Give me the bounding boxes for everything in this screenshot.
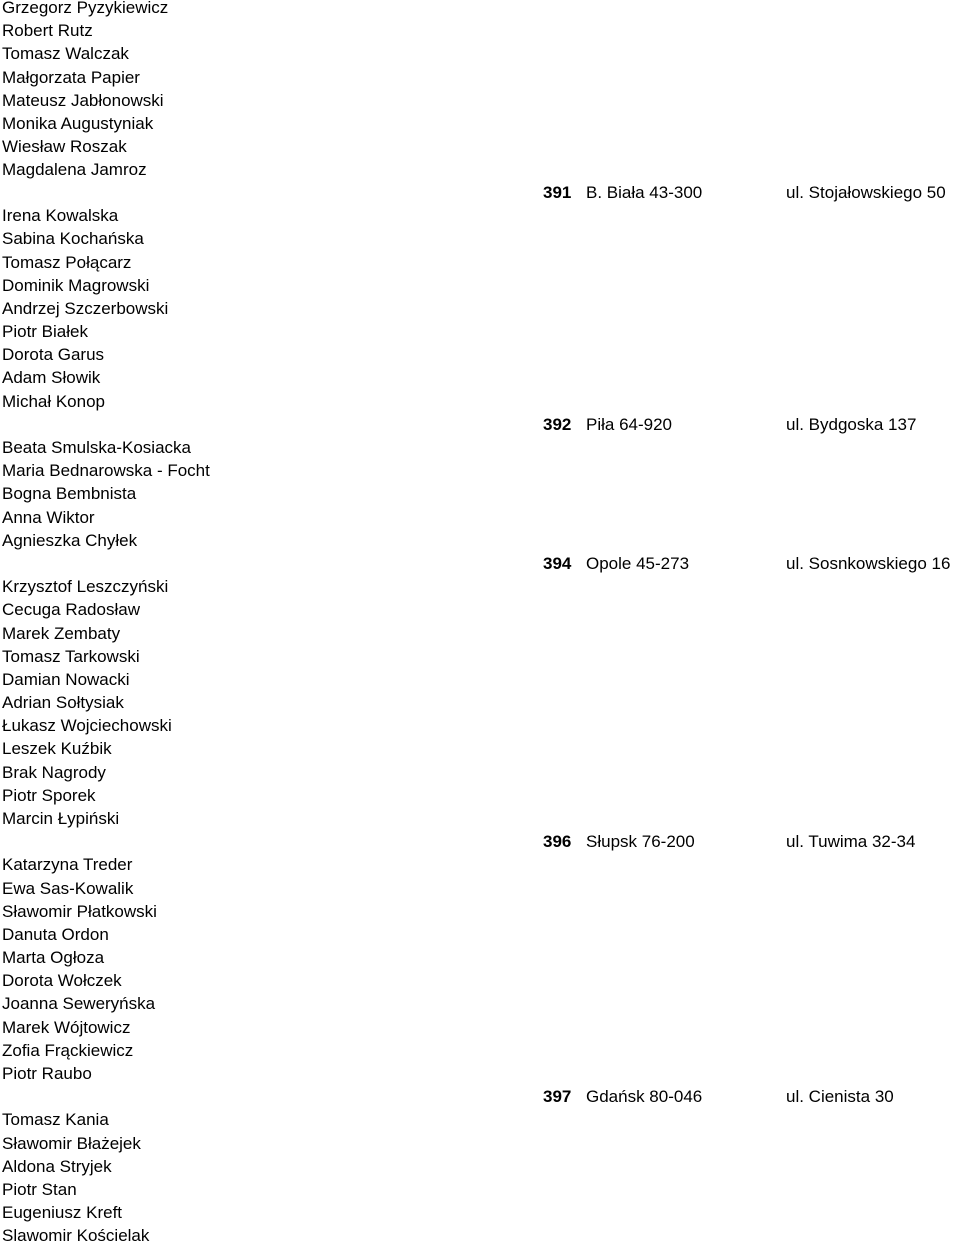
- entry-city: Słupsk 76-200: [586, 832, 695, 851]
- entry-number: 396: [543, 832, 572, 851]
- list-item: Irena Kowalska: [2, 206, 119, 225]
- entry-street: ul. Bydgoska 137: [786, 415, 917, 434]
- list-item: Danuta Ordon: [2, 925, 109, 944]
- list-item: Brak Nagrody: [2, 763, 106, 782]
- list-item: Adam Słowik: [2, 368, 101, 387]
- list-item: Marek Zembaty: [2, 624, 121, 643]
- entry-city: B. Biała 43-300: [586, 183, 703, 202]
- address-entry: [0, 832, 960, 852]
- list-item: Katarzyna Treder: [2, 855, 133, 874]
- entry-number: 392: [543, 415, 572, 434]
- list-item: Wiesław Roszak: [2, 137, 127, 156]
- address-entry: [0, 183, 960, 203]
- list-item: Piotr Stan: [2, 1180, 77, 1199]
- list-item: Dorota Garus: [2, 345, 105, 364]
- list-item: Magdalena Jamroz: [2, 160, 147, 179]
- entry-street: ul. Sosnkowskiego 16: [786, 554, 951, 573]
- list-item: Damian Nowacki: [2, 670, 130, 689]
- entry-city: Piła 64-920: [586, 415, 673, 434]
- entry-street: ul. Tuwima 32-34: [786, 832, 916, 851]
- list-item: Tomasz Połącarz: [2, 253, 132, 272]
- list-item: Piotr Białek: [2, 322, 88, 341]
- entry-number: 391: [543, 183, 572, 202]
- address-entry: [0, 1087, 960, 1107]
- list-item: Bogna Bembnista: [2, 484, 137, 503]
- list-item: Dominik Magrowski: [2, 276, 150, 295]
- list-item: Zofia Frąckiewicz: [2, 1041, 134, 1060]
- list-item: Agnieszka Chyłek: [2, 531, 138, 550]
- list-item: Sabina Kochańska: [2, 229, 144, 248]
- list-item: Beata Smulska-Kosiacka: [2, 438, 191, 457]
- list-item: Marta Ogłoza: [2, 948, 105, 967]
- list-item: Piotr Sporek: [2, 786, 96, 805]
- address-entry: [0, 415, 960, 435]
- list-item: Piotr Raubo: [2, 1064, 92, 1083]
- entry-city: Gdańsk 80-046: [586, 1087, 703, 1106]
- entry-number: 394: [543, 554, 572, 573]
- entry-street: ul. Stojałowskiego 50: [786, 183, 946, 202]
- list-item: Tomasz Tarkowski: [2, 647, 140, 666]
- list-item: Joanna Seweryńska: [2, 994, 156, 1013]
- list-item: Sławomir Błażejek: [2, 1134, 141, 1153]
- list-item: Ewa Sas-Kowalik: [2, 879, 134, 898]
- list-item: Monika Augustyniak: [2, 114, 154, 133]
- list-item: Cecuga Radosław: [2, 600, 140, 619]
- address-entry: [0, 554, 960, 574]
- list-item: Krzysztof Leszczyński: [2, 577, 169, 596]
- list-item: Grzegorz Pyzykiewicz: [2, 0, 169, 17]
- list-item: Łukasz Wojciechowski: [2, 716, 172, 735]
- list-item: Leszek Kuźbik: [2, 739, 112, 758]
- list-item: Robert Rutz: [2, 21, 93, 40]
- entry-city: Opole 45-273: [586, 554, 690, 573]
- list-item: Maria Bednarowska - Focht: [2, 461, 210, 480]
- list-item: Marcin Łypiński: [2, 809, 120, 828]
- entry-number: 397: [543, 1087, 572, 1106]
- list-item: Małgorzata Papier: [2, 68, 140, 87]
- list-item: Andrzej Szczerbowski: [2, 299, 169, 318]
- list-item: Tomasz Kania: [2, 1110, 109, 1129]
- list-item: Marek Wójtowicz: [2, 1018, 131, 1037]
- list-item: Tomasz Walczak: [2, 44, 129, 63]
- list-item: Sławomir Płatkowski: [2, 902, 157, 921]
- list-item: Aldona Stryjek: [2, 1157, 112, 1176]
- list-item: Adrian Sołtysiak: [2, 693, 124, 712]
- list-item: Eugeniusz Kreft: [2, 1203, 123, 1222]
- list-item: Mateusz Jabłonowski: [2, 91, 164, 110]
- list-item: Anna Wiktor: [2, 508, 95, 527]
- list-item: Dorota Wołczek: [2, 971, 122, 990]
- list-item: Slawomir Kościelak: [2, 1226, 150, 1245]
- list-item: Michał Konop: [2, 392, 106, 411]
- entry-street: ul. Cienista 30: [786, 1087, 894, 1106]
